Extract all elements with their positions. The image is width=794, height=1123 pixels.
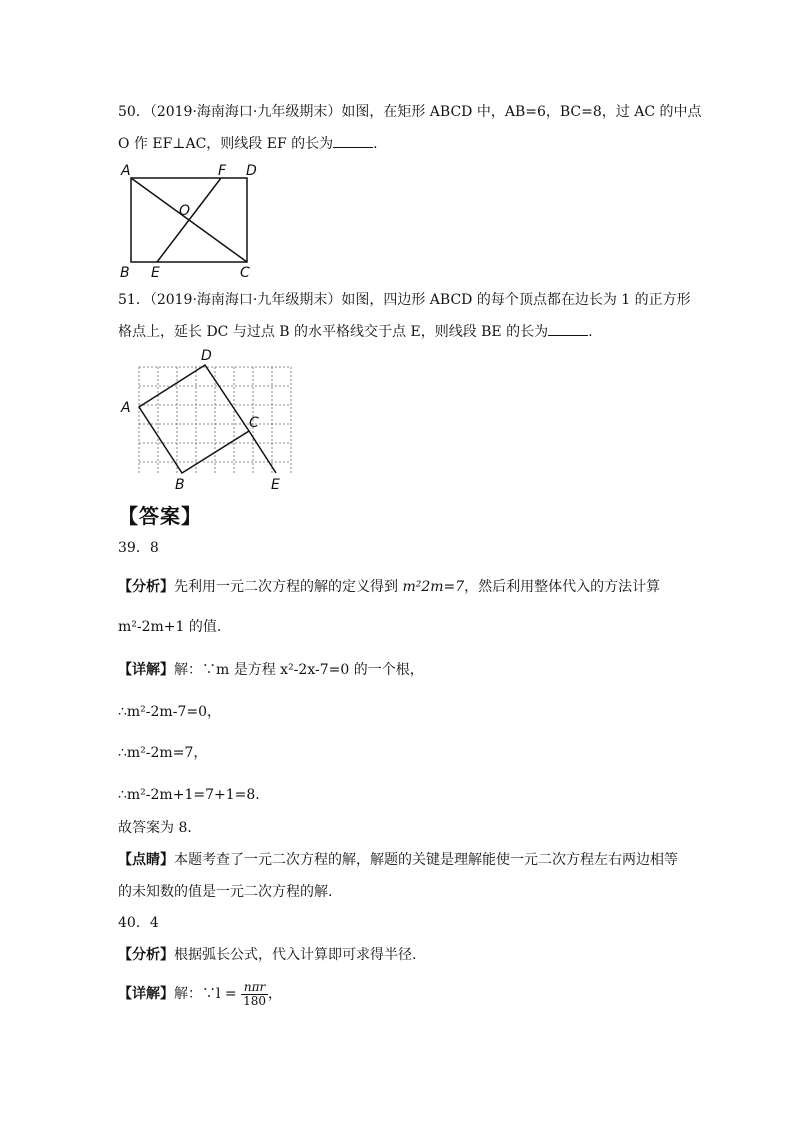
analysis-text-end: ，然后利用整体代入的方法计算 bbox=[464, 579, 661, 595]
label-a: A bbox=[121, 400, 131, 416]
answer-39-conclusion: 故答案为 8． bbox=[118, 820, 202, 836]
label-a: A bbox=[121, 163, 131, 179]
fraction-denominator: 180 bbox=[243, 993, 267, 1008]
answer-blank bbox=[548, 321, 588, 336]
detail-tag: 【详解】 bbox=[118, 662, 174, 678]
answer-39-analysis-line2: m²-2m+1 的值. bbox=[118, 619, 222, 635]
quadrilateral-abcd bbox=[139, 365, 249, 473]
answer-39-step3: ∴m²-2m+1=7+1=8. bbox=[118, 787, 260, 803]
label-d: D bbox=[201, 348, 212, 364]
arc-length-fraction bbox=[241, 981, 268, 1008]
segment-ef bbox=[157, 178, 221, 262]
q50-line2-text: O 作 EF⊥AC，则线段 EF 的长为 bbox=[118, 136, 334, 152]
comment-text: 本题考查了一元二次方程的解，解题的关键是理解能使一元二次方程左右两边相等 bbox=[174, 852, 678, 868]
q50-line1: 50．（2019·海南海口·九年级期末）如图，在矩形 ABCD 中，AB=6，BC=8，过 AC 的中点 bbox=[118, 104, 702, 120]
answer-39-step2: ∴m²-2m=7， bbox=[118, 745, 208, 761]
answer-blank bbox=[333, 133, 373, 148]
answer-40-number: 40．4 bbox=[118, 915, 159, 931]
answer-40-detail bbox=[118, 980, 282, 1008]
analysis-tag: 【分析】 bbox=[118, 947, 174, 963]
q51-line2-end: . bbox=[588, 324, 593, 340]
label-e: E bbox=[271, 477, 280, 493]
label-b: B bbox=[120, 265, 130, 280]
answer-39-analysis bbox=[118, 577, 660, 597]
analysis-text: 根据弧长公式，代入计算即可求得半径. bbox=[174, 947, 417, 963]
detail-text: 解：∵l = bbox=[174, 986, 237, 1002]
q51-line2-text: 格点上，延长 DC 与过点 B 的水平格线交于点 E，则线段 BE 的长为 bbox=[118, 324, 549, 340]
answer-section-title: 【答案】 bbox=[118, 504, 202, 528]
label-d: D bbox=[246, 163, 257, 179]
label-f: F bbox=[218, 163, 227, 179]
grid-lines bbox=[139, 367, 291, 473]
detail-text: 解：∵m 是方程 x²-2x-7=0 的一个根， bbox=[174, 662, 424, 678]
answer-39-comment bbox=[118, 850, 678, 870]
label-o: O bbox=[179, 203, 191, 219]
label-e: E bbox=[151, 265, 160, 280]
detail-text-end: ， bbox=[268, 986, 283, 1002]
answer-40-analysis bbox=[118, 945, 416, 965]
label-c: C bbox=[240, 265, 250, 280]
detail-tag: 【详解】 bbox=[118, 986, 174, 1002]
label-b: B bbox=[175, 477, 185, 493]
analysis-expression: m²2m=7 bbox=[402, 579, 465, 595]
grid-figure bbox=[115, 345, 300, 493]
answer-39-step1: ∴m²-2m-7=0， bbox=[118, 704, 221, 720]
answer-39-comment-line2: 的未知数的值是一元二次方程的解. bbox=[118, 884, 333, 900]
q51-line1: 51．（2019·海南海口·九年级期末）如图，四边形 ABCD 的每个顶点都在边长为 1 的正方形 bbox=[118, 292, 691, 308]
q50-line2 bbox=[118, 133, 378, 154]
analysis-text: 先利用一元二次方程的解的定义得到 bbox=[174, 579, 403, 595]
q50-line2-end: . bbox=[373, 136, 378, 152]
comment-tag: 【点睛】 bbox=[118, 852, 174, 868]
q51-line2 bbox=[118, 321, 593, 342]
analysis-tag: 【分析】 bbox=[118, 579, 174, 595]
fraction-numerator: nπr bbox=[241, 981, 268, 995]
answer-39-detail bbox=[118, 660, 424, 680]
label-c: C bbox=[249, 415, 259, 431]
answer-39-number: 39．8 bbox=[118, 540, 159, 556]
rectangle-figure bbox=[115, 160, 275, 280]
